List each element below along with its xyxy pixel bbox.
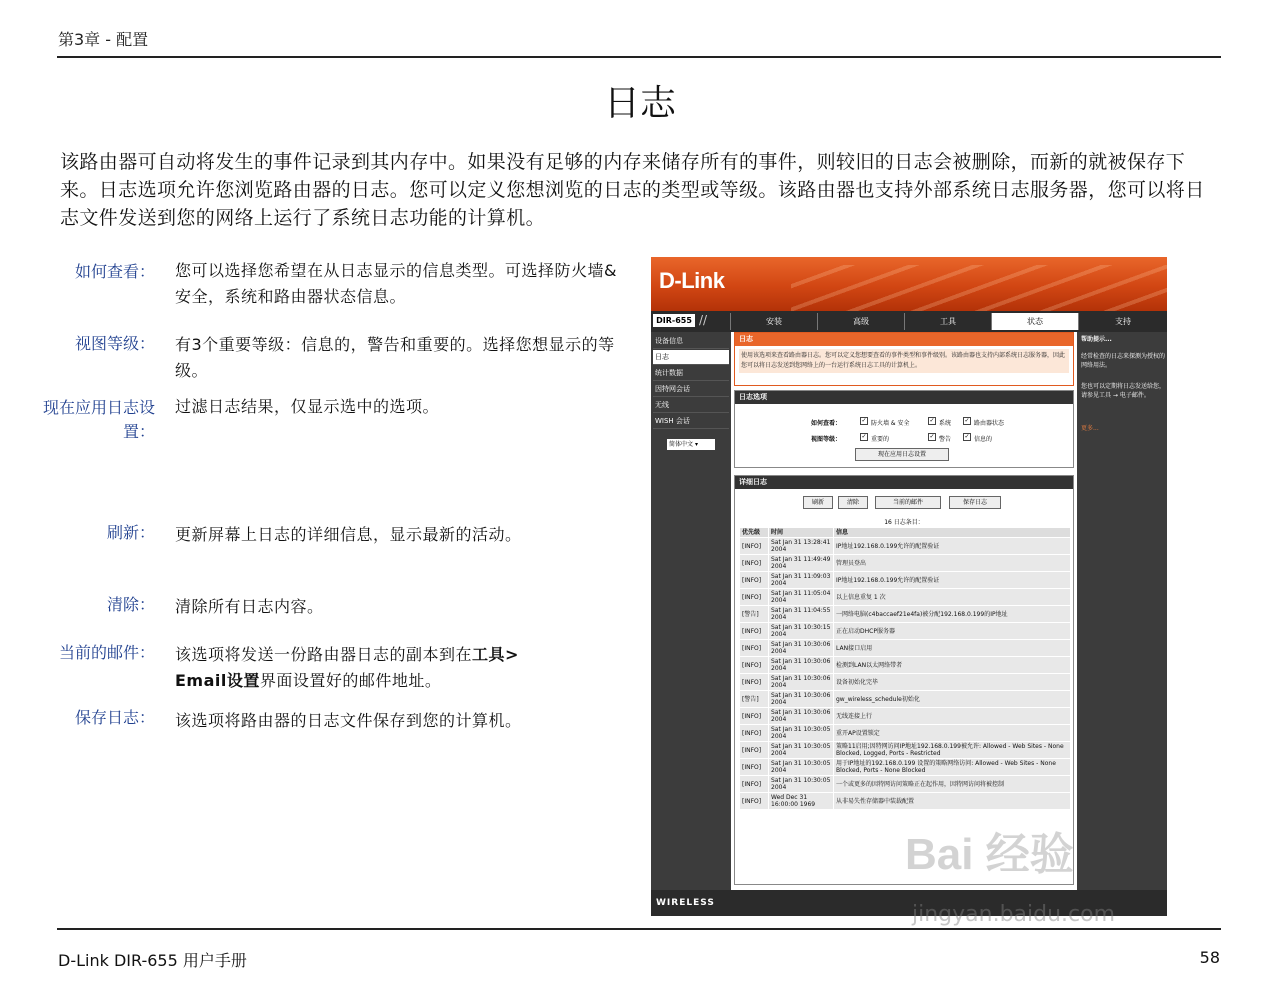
table-row [740,742,1071,759]
tab-support[interactable]: 支持 [1078,313,1167,330]
help-column [1077,332,1167,890]
log-priority-cell: [INFO] [740,793,769,810]
desc-refresh: 更新屏幕上日志的详细信息，显示最新的活动。 [175,525,522,544]
help-text-1: 经常检查的日志来探测为授权的网络用法。 [1081,353,1166,369]
log-message-cell: 一网络电脑(c4baccaef21e4fa)被分配192.168.0.199的IP地址 [834,606,1071,623]
log-priority-cell: [警告] [740,606,769,623]
table-row [740,623,1071,640]
tab-tools[interactable]: 工具 [904,313,991,330]
table-row [740,776,1071,793]
log-priority-cell: [INFO] [740,538,769,555]
table-row [740,589,1071,606]
sidebar [651,332,731,890]
log-priority-cell: [INFO] [740,640,769,657]
sidebar-item-wireless[interactable]: 无线 [653,398,729,413]
desc-save-log: 该选项将路由器的日志文件保存到您的计算机。 [175,711,522,730]
email-now-button[interactable]: 当前的邮件 [875,496,941,509]
table-row [740,657,1071,674]
log-time-cell: Sat Jan 31 10:30:05 2004 [769,776,834,793]
refresh-button[interactable]: 刷新 [803,496,833,509]
term-clear: 清除： [106,595,155,614]
wireless-brand: WIRELESS [656,898,715,908]
log-message-cell: IP地址192.168.0.199允许的配置验证 [834,572,1071,589]
log-time-cell: Sat Jan 31 10:30:06 2004 [769,691,834,708]
apply-log-settings-button[interactable]: 现在应用日志设置 [855,448,949,461]
log-time-cell: Sat Jan 31 10:30:06 2004 [769,640,834,657]
checkbox-info[interactable]: ✓ [964,433,970,440]
log-priority-cell: [INFO] [740,572,769,589]
sidebar-item-device-info[interactable]: 设备信息 [653,334,729,349]
log-table-header [740,528,1071,538]
log-options-section [734,390,1074,468]
log-priority-cell: [INFO] [740,725,769,742]
help-text-2: 您也可以定期将日志发送给您，请参见工具 → 电子邮件。 [1081,383,1166,399]
table-row [740,691,1071,708]
help-more-link[interactable]: 更多... [1081,425,1099,432]
table-row [740,674,1071,691]
log-message-cell: 检测到LAN以太网络带者 [834,657,1071,674]
term-save-log: 保存日志： [74,708,155,727]
tab-advanced[interactable]: 高级 [817,313,904,330]
log-message-cell: IP地址192.168.0.199允许的配置验证 [834,538,1071,555]
desc-clear: 清除所有日志内容。 [175,597,324,616]
log-time-cell: Sat Jan 31 10:30:05 2004 [769,759,834,776]
table-row [740,606,1071,623]
log-message-cell: 策略11启用;因特网访问IP地址192.168.0.199被允许: Allowed - Web Sites - None Blocked, Logged, Ports - Restricted [834,742,1071,759]
term-apply-log-settings: 现在应用日志设置： [42,398,155,441]
checkbox-firewall[interactable]: ✓ [861,417,867,424]
help-title: 帮助提示... [1081,336,1112,343]
log-description: 使用该选项来查看路由器日志。您可以定义您想要查看的事件类型和事件级别。该路由器也支持内部系统日志服务器，因此您可以将日志发送到您网络上的一台运行系统日志工具的计算机上。 [739,349,1069,373]
chapter-header: 第3章 - 配置 [58,30,149,49]
table-row [740,708,1071,725]
log-section-title: 日志 [735,333,1073,346]
desc-email-now: 该选项将发送一份路由器日志的副本到在工具> Email设置界面设置好的邮件地址。 [175,645,519,690]
language-select[interactable]: 简体中文 ▾ [667,439,715,450]
intro-paragraph: 该路由器可自动将发生的事件记录到其内存中。如果没有足够的内存来储存所有的事件，则较旧的日志会被删除，而新的就被保存下来。日志选项允许您浏览路由器的日志。您可以定义您想浏览的日志的类型或等级。该路由器也支持外部系统日志服务器，您可以将日志文件发送到您的网络上运行了系统日志功能的计算机。 [60,151,1205,229]
log-time-cell: Sat Jan 31 10:30:05 2004 [769,725,834,742]
log-priority-cell: [INFO] [740,674,769,691]
term-refresh: 刷新： [106,523,155,542]
sidebar-item-internet-sessions[interactable]: 因特网会话 [653,382,729,397]
log-time-cell: Sat Jan 31 10:30:06 2004 [769,657,834,674]
term-email-now: 当前的邮件： [58,643,155,662]
checkbox-firewall-label: 防火墙 & 安全 [871,420,910,427]
table-row [740,759,1071,776]
baidu-watermark-url: jingyan.baidu.com [912,902,1116,927]
log-time-cell: Sat Jan 31 10:30:06 2004 [769,708,834,725]
log-options-title: 日志选项 [735,391,1073,404]
checkbox-info-label: 信息的 [974,436,993,443]
page-title: 日志 [603,83,676,124]
tab-setup[interactable]: 安装 [730,313,817,330]
desc-view-level: 有3个重要等级：信息的，警告和重要的。选择您想显示的等级。 [175,335,615,380]
table-row [740,725,1071,742]
log-time-cell: Sat Jan 31 10:30:15 2004 [769,623,834,640]
log-entry-count: 16 日志条目： [884,519,924,526]
footer-manual-title: D-Link DIR-655 用户手册 [58,951,247,970]
table-row [740,793,1071,810]
log-message-cell: 以上信息重复 1 次 [834,589,1071,606]
checkbox-critical[interactable]: ✓ [861,433,867,440]
log-message-cell: 无线连接上行 [834,708,1071,725]
log-message-cell: 正在启动DHCP服务器 [834,623,1071,640]
log-message-cell: 用于IP地址的192.168.0.199 设置的策略网络访问: Allowed - Web Sites - None Blocked, Ports - None Blocked [834,759,1071,776]
dlink-banner [651,257,1167,311]
page-number: 58 [1199,948,1220,967]
log-message-cell: gw_wireless_schedule初始化 [834,691,1071,708]
log-message-cell: 设备初始化完毕 [834,674,1071,691]
log-time-cell: Sat Jan 31 10:30:05 2004 [769,742,834,759]
save-log-button[interactable]: 保存日志 [949,496,1001,509]
checkbox-router-status-label: 路由器状态 [974,420,1005,427]
log-priority-cell: [警告] [740,691,769,708]
log-priority-cell: [INFO] [740,708,769,725]
log-priority-cell: [INFO] [740,759,769,776]
top-nav: DIR-655 // 安装 高级 工具 状态 支持 [651,311,1167,332]
log-priority-cell: [INFO] [740,589,769,606]
sidebar-item-wish-sessions[interactable]: WISH 会话 [653,414,729,429]
tab-status[interactable]: 状态 [991,313,1078,330]
log-priority-cell: [INFO] [740,623,769,640]
clear-button[interactable]: 清除 [838,496,868,509]
log-details-title: 详细日志 [735,476,1073,489]
log-priority-cell: [INFO] [740,776,769,793]
log-table-body [740,538,1071,810]
log-message-cell: 一个或更多的因特网访问策略正在起作用，因特网访问将被控制 [834,776,1071,793]
view-label: 如何查看： [811,420,842,427]
log-message-cell: 管理员登出 [834,555,1071,572]
log-time-cell: Sat Jan 31 11:04:55 2004 [769,606,834,623]
checkbox-router-status[interactable]: ✓ [964,417,970,424]
table-row [740,572,1071,589]
log-message-cell: 重开AP设置锁定 [834,725,1071,742]
log-time-cell: Wed Dec 31 16:00:00 1969 [769,793,834,810]
log-priority-cell: [INFO] [740,742,769,759]
desc-apply-log-settings: 过滤日志结果，仅显示选中的选项。 [175,397,440,416]
dlink-logo: D-Link [659,268,725,293]
checkbox-system-label: 系统 [939,420,952,427]
log-priority-cell: [INFO] [740,657,769,674]
desc-how-to-view: 您可以选择您希望在从日志显示的信息类型。可选择防火墙&安全，系统和路由器状态信息。 [175,261,617,306]
log-message-cell: 从非易失性存储器中装载配置 [834,793,1071,810]
log-table [739,527,1071,810]
footer-rule [57,928,1221,930]
term-view-level: 视图等级： [74,334,155,353]
log-time-cell: Sat Jan 31 13:28:41 2004 [769,538,834,555]
sidebar-item-log[interactable]: 日志 [653,350,729,365]
baidu-watermark: Bai 经验 [905,830,1074,879]
log-time-cell: Sat Jan 31 11:49:49 2004 [769,555,834,572]
column-time: 时间 [769,528,834,538]
checkbox-warning-label: 警告 [939,436,952,443]
model-badge: DIR-655 [653,314,695,327]
header-rule [57,56,1221,58]
column-message: 信息 [834,528,1071,538]
log-message-cell: LAN接口启用 [834,640,1071,657]
table-row [740,640,1071,657]
checkbox-warning[interactable]: ✓ [929,433,935,440]
sidebar-item-statistics[interactable]: 统计数据 [653,366,729,381]
level-label: 视图等级： [811,436,842,443]
checkbox-system[interactable]: ✓ [929,417,935,424]
table-row [740,555,1071,572]
table-row [740,538,1071,555]
term-how-to-view: 如何查看： [74,262,155,281]
main-content [731,332,1077,890]
log-time-cell: Sat Jan 31 11:09:03 2004 [769,572,834,589]
log-priority-cell: [INFO] [740,555,769,572]
log-section [734,332,1074,386]
log-time-cell: Sat Jan 31 11:05:04 2004 [769,589,834,606]
chevron-down-icon: ▾ [694,441,698,448]
column-priority: 优先级 [740,528,769,538]
log-time-cell: Sat Jan 31 10:30:06 2004 [769,674,834,691]
checkbox-critical-label: 重要的 [871,436,890,443]
